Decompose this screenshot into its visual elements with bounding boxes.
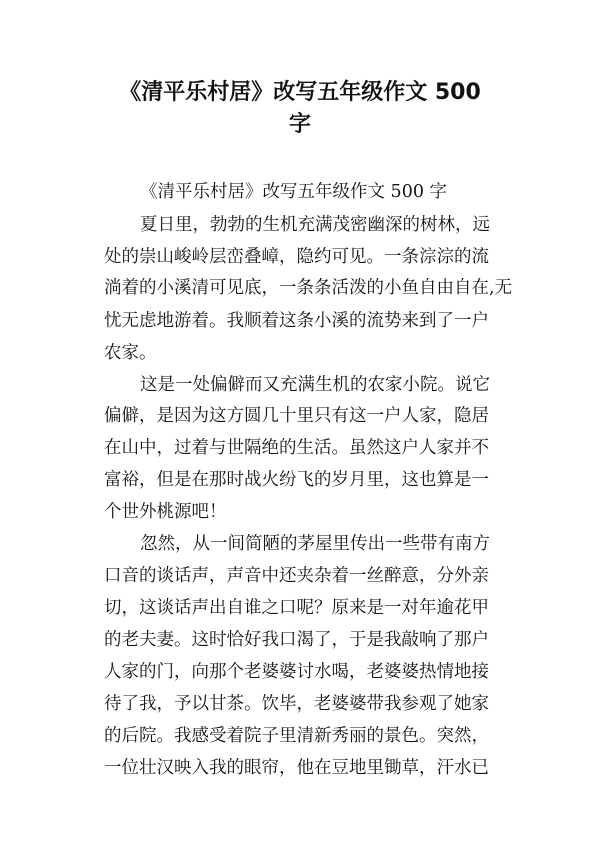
body-line-3: 处的崇山峻岭层峦叠嶂，隐约可见。一条淙淙的流 [104,247,489,267]
body-line-11: 个世外桃源吧！ [104,502,227,522]
body-line-9: 在山中，过着与世隔绝的生活。虽然这户人家并不 [104,438,489,458]
body-line-13: 口音的谈话声，声音中还夹杂着一丝醉意，分外亲 [104,566,489,586]
body-line-12: 忽然，从一间简陋的茅屋里传出一些带有南方 [140,534,490,554]
body-line-19: 一位壮汉映入我的眼帘，他在豆地里锄草，汗水已 [104,758,489,778]
body-line-15: 的老夫妻。这时恰好我口渴了，于是我敲响了那户 [104,630,489,650]
body-line-7: 这是一处偏僻而又充满生机的农家小院。说它 [140,375,490,395]
document-title-line-2: 字 [288,112,311,137]
body-line-8: 偏僻，是因为这方圆几十里只有这一户人家，隐居 [104,406,489,426]
body-line-16: 人家的门，向那个老婆婆讨水喝，老婆婆热情地接 [104,662,489,682]
body-line-2: 夏日里，勃勃的生机充满茂密幽深的树林，远 [140,215,490,235]
body-line-6: 农家。 [104,343,157,363]
body-line-14: 切，这谈话声出自谁之口呢？原来是一对年逾花甲 [104,598,489,618]
body-line-18: 的后院。我感受着院子里清新秀丽的景色。突然， [104,726,489,746]
body-line-4: 淌着的小溪清可见底，一条条活泼的小鱼自由自在,无 [104,278,513,298]
document-title-line-1: 《清平乐村居》改写五年级作文 500 [119,80,481,105]
body-line-1: 《清平乐村居》改写五年级作文 500 字 [140,182,448,202]
body-line-5: 忧无虑地游着。我顺着这条小溪的流势来到了一户 [104,311,489,331]
body-line-17: 待了我，予以甘茶。饮毕，老婆婆带我参观了她家 [104,694,489,714]
body-line-10: 富裕，但是在那时战火纷飞的岁月里，这也算是一 [104,470,489,490]
